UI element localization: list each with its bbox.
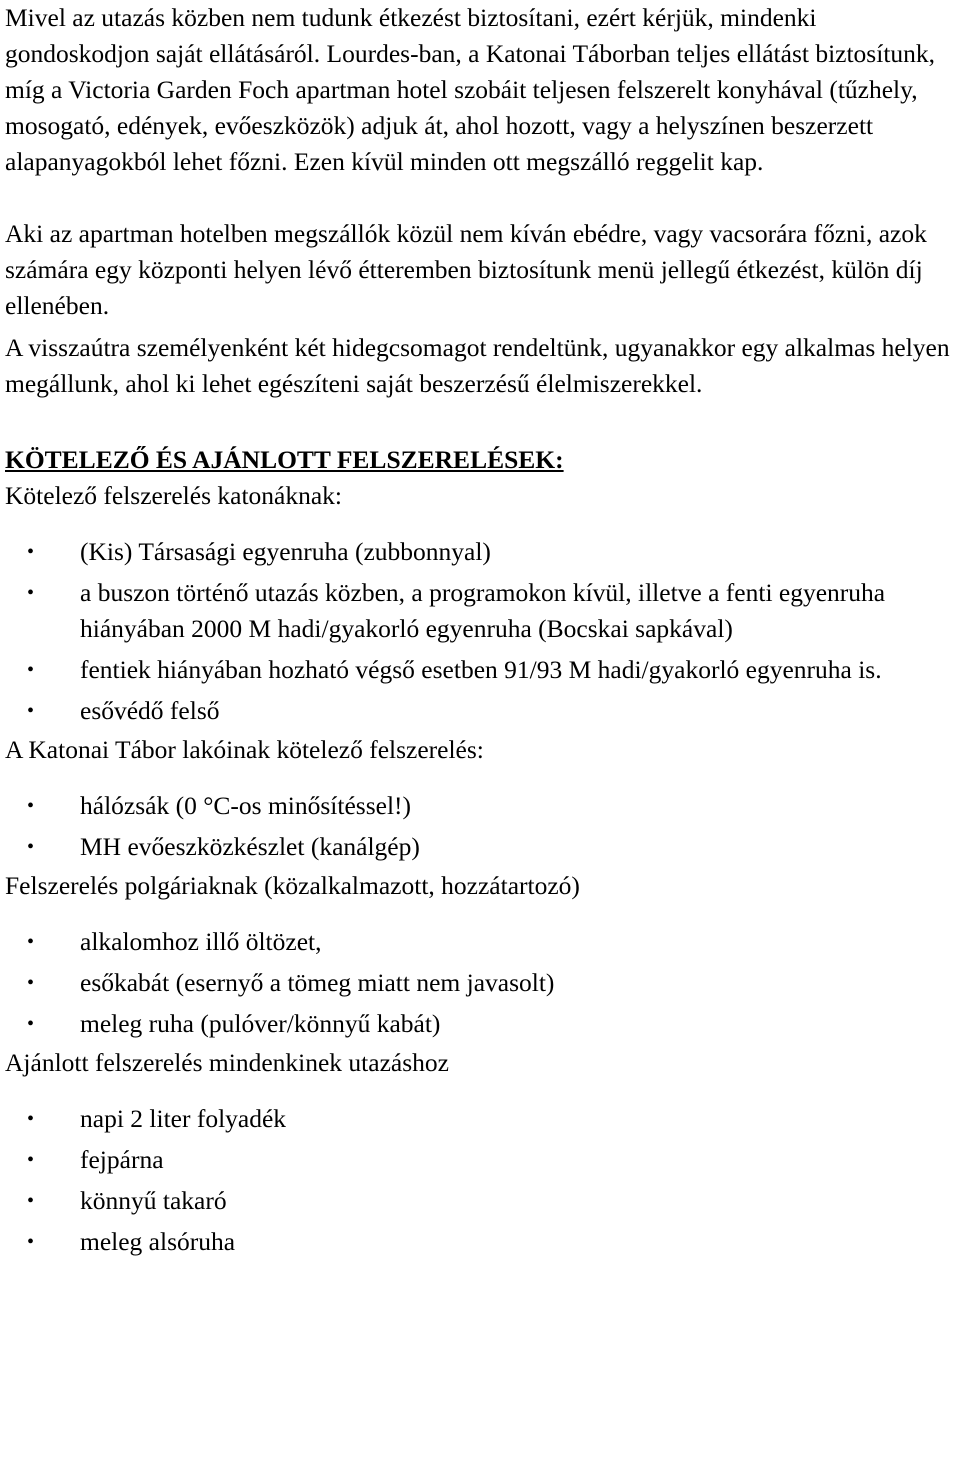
- paragraph-return-trip: A visszaútra személyenként két hidegcsomagot rendeltünk, ugyanakkor egy alkalmas helyen megállunk, ahol ki lehet egészíteni saját beszerzésű élelmiszerekkel.: [5, 333, 950, 398]
- list-camp-residents: [5, 788, 950, 865]
- bullet-icon: •: [27, 1190, 35, 1212]
- bullet-icon: •: [27, 700, 35, 722]
- bullet-icon: •: [27, 836, 35, 858]
- section-title-civilians: Felszerelés polgáriaknak (közalkalmazott, hozzátartozó): [5, 871, 580, 900]
- list-item: [5, 788, 950, 824]
- list-item: [5, 1224, 950, 1260]
- bullet-icon: •: [27, 795, 35, 817]
- list-item: [5, 829, 950, 865]
- list-item: [5, 1183, 950, 1219]
- list-item-text: MH evőeszközkészlet (kanálgép): [80, 832, 420, 861]
- equipment-heading: KÖTELEZŐ ÉS AJÁNLOTT FELSZERELÉSEK:: [5, 445, 564, 474]
- list-item-text: fejpárna: [80, 1145, 164, 1174]
- list-soldiers: [5, 534, 950, 729]
- list-everyone: [5, 1101, 950, 1260]
- list-item-text: napi 2 liter folyadék: [80, 1104, 287, 1133]
- list-item: [5, 652, 950, 688]
- list-item: [5, 1142, 950, 1178]
- list-item-text: meleg ruha (pulóver/könnyű kabát): [80, 1009, 441, 1038]
- list-item-text: könnyű takaró: [80, 1186, 227, 1215]
- list-item: [5, 965, 950, 1001]
- list-item-text: fentiek hiányában hozható végső esetben 91/93 M hadi/gyakorló egyenruha is.: [80, 655, 882, 684]
- bullet-icon: •: [27, 1149, 35, 1171]
- list-civilians: [5, 924, 950, 1042]
- list-item: [5, 693, 950, 729]
- paragraph-apartment-meals: Aki az apartman hotelben megszállók közül nem kíván ebédre, vagy vacsorára főzni, azok számára egy központi helyen lévő étteremben biztosítunk menü jellegű étkezést, külön díj ellenében.: [5, 219, 927, 320]
- section-title-soldiers: Kötelező felszerelés katonáknak:: [5, 481, 343, 510]
- paragraph-catering: Mivel az utazás közben nem tudunk étkezést biztosítani, ezért kérjük, mindenki gondoskodjon saját ellátásáról. Lourdes-ban, a Katonai Táborban teljes ellátást biztosítunk, míg a Victoria Garden Foch apartman hotel szobáit teljesen felszerelt konyhával (tűzhely, mosogató, edények, evőeszközök) adjuk át, ahol hozott, vagy a helyszínen beszerzett alapanyagokból lehet főzni. Ezen kívül minden ott megszálló reggelit kap.: [5, 3, 936, 176]
- list-item: [5, 534, 950, 570]
- list-item-text: meleg alsóruha: [80, 1227, 236, 1256]
- list-item: [5, 1006, 950, 1042]
- list-item-text: alkalomhoz illő öltözet,: [80, 927, 322, 956]
- list-item-text: hálózsák (0 °C-os minősítéssel!): [80, 791, 412, 820]
- section-title-camp-residents: A Katonai Tábor lakóinak kötelező felszerelés:: [5, 735, 484, 764]
- bullet-icon: •: [27, 659, 35, 681]
- bullet-icon: •: [27, 1108, 35, 1130]
- bullet-icon: •: [27, 931, 35, 953]
- list-item-text: a buszon történő utazás közben, a programokon kívül, illetve a fenti egyenruha hiányában 2000 M hadi/gyakorló egyenruha (Bocskai sapkával): [80, 578, 886, 643]
- list-item: [5, 575, 950, 647]
- list-item-text: esővédő felső: [80, 696, 220, 725]
- section-title-everyone: Ajánlott felszerelés mindenkinek utazáshoz: [5, 1048, 449, 1077]
- bullet-icon: •: [27, 541, 35, 563]
- list-item: [5, 924, 950, 960]
- bullet-icon: •: [27, 582, 35, 604]
- bullet-icon: •: [27, 972, 35, 994]
- list-item-text: (Kis) Társasági egyenruha (zubbonnyal): [80, 537, 491, 566]
- bullet-icon: •: [27, 1013, 35, 1035]
- bullet-icon: •: [27, 1231, 35, 1253]
- list-item: [5, 1101, 950, 1137]
- list-item-text: esőkabát (esernyő a tömeg miatt nem javasolt): [80, 968, 555, 997]
